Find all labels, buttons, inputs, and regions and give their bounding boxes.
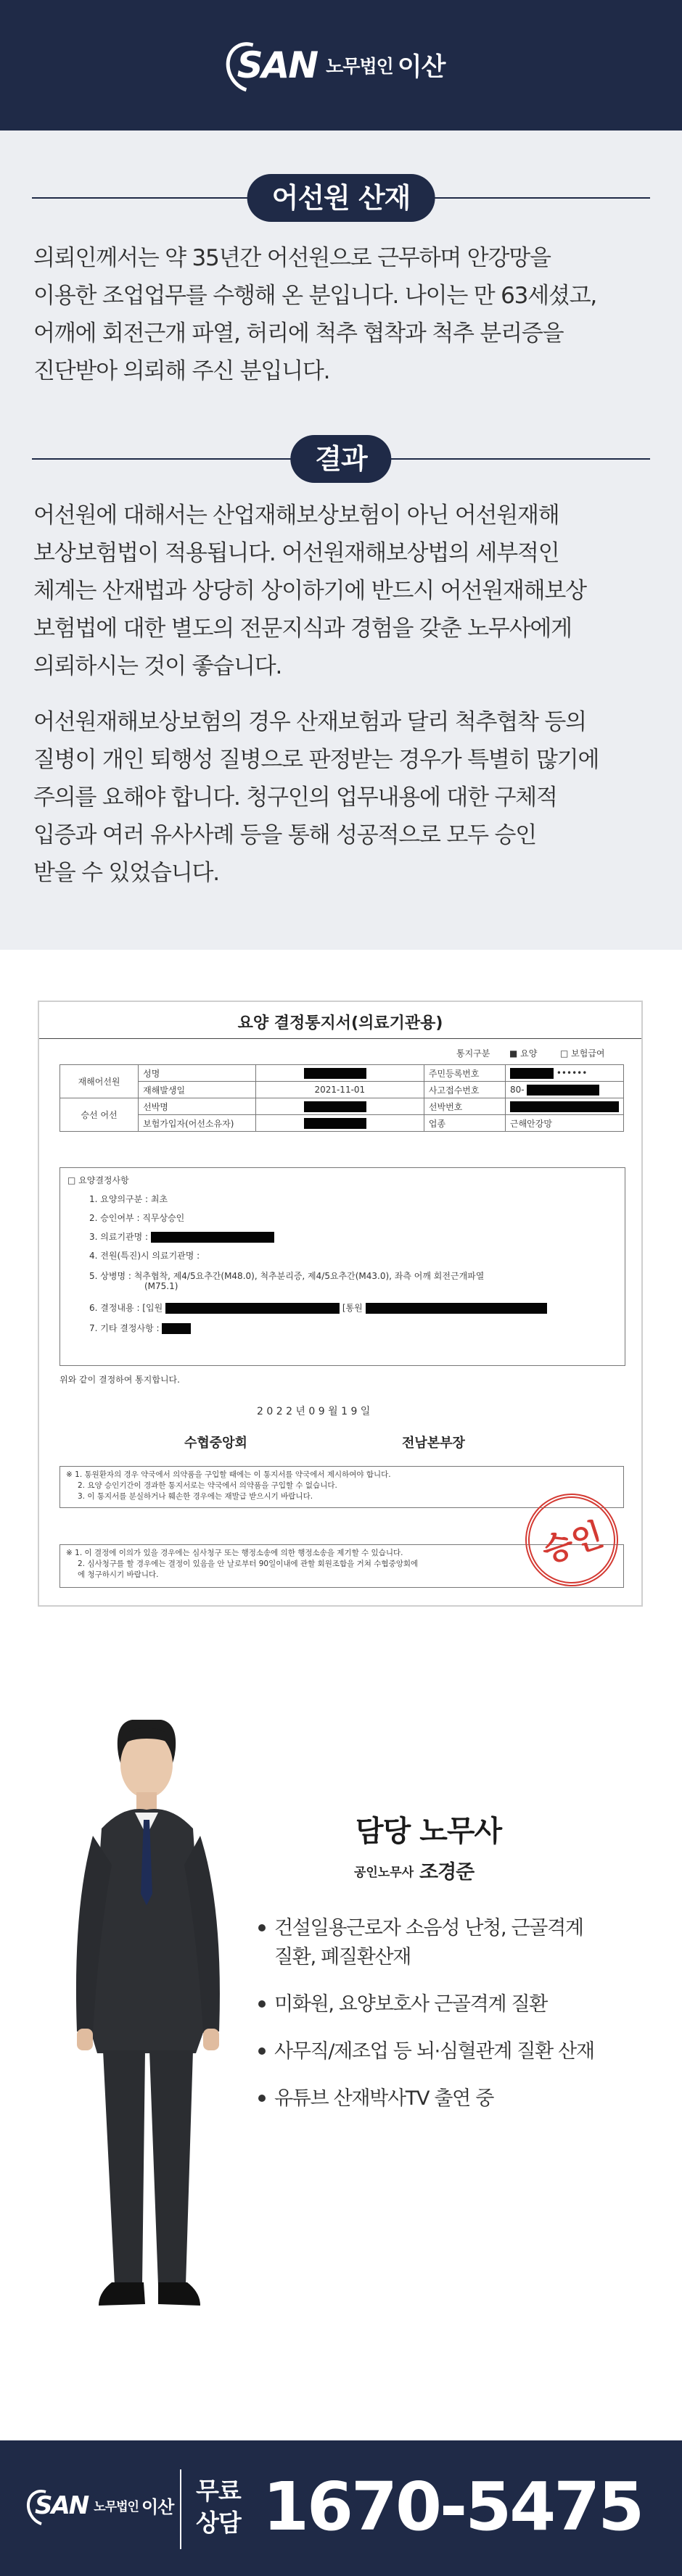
table-group-label: 승선 어선 xyxy=(60,1098,139,1132)
table-label: 주민등록번호 xyxy=(424,1065,505,1082)
table-label: 성명 xyxy=(139,1065,256,1082)
case-line: 의뢰인께서는 약 35년간 어선원으로 근무하며 안강망을 xyxy=(33,245,551,271)
list-item xyxy=(258,2037,665,2066)
table-row xyxy=(60,1082,624,1098)
result-line: 어선원에 대해서는 산업재해보상보험이 아닌 어선원재해 xyxy=(33,502,559,529)
redaction-bar xyxy=(304,1101,366,1112)
case-heading-pill: 어선원 산재 xyxy=(247,174,435,222)
logo-sub-text: 노무법인 xyxy=(94,2500,139,2514)
result-line: 주의를 요해야 합니다. 청구인의 업무내용에 대한 구체적 xyxy=(33,784,557,811)
document-info-table xyxy=(59,1064,624,1132)
table-label: 선박명 xyxy=(139,1098,256,1115)
profile-role: 공인노무사 xyxy=(354,1865,414,1880)
approval-document xyxy=(38,1001,643,1607)
list-item-text: 건설일용근로자 소음성 난청, 근골격계 xyxy=(274,1917,583,1939)
table-value: •••••• xyxy=(506,1065,624,1082)
list-item xyxy=(258,1990,665,2019)
result-heading xyxy=(32,435,650,483)
decision-heading: □ 요양결정사항 xyxy=(67,1175,129,1185)
check-care: ■ 요양 xyxy=(509,1048,538,1059)
result-paragraph-1 xyxy=(33,497,652,685)
list-item-text: 유튜브 산재박사TV 출연 중 xyxy=(274,2087,494,2110)
result-line: 체계는 산재법과 상당히 상이하기에 반드시 어선원재해보상 xyxy=(33,578,586,604)
result-line: 보험법에 대한 별도의 전문지식과 경험을 갖춘 노무사에게 xyxy=(33,616,572,642)
note-line: ※ 1. 이 결정에 이의가 있을 경우에는 심사청구 또는 행정소송에 의한 행정소송을 제기할 수 있습니다. xyxy=(66,1549,403,1557)
profile-title: 담당 노무사 xyxy=(356,1815,502,1848)
decision-item: (M75.1) xyxy=(144,1281,178,1291)
decision-item: 1. 요양의구분 : 최초 xyxy=(89,1194,168,1204)
case-heading xyxy=(32,174,650,222)
table-value xyxy=(255,1065,424,1082)
case-line: 이용한 조업업무를 수행해 온 분입니다. 나이는 만 63세셨고, xyxy=(33,283,597,309)
note-line: 2. 요양 승인기간이 경과한 통지서로는 약국에서 의약품을 구입할 수 없습니다. xyxy=(78,1481,337,1490)
decision-item: 6. 결정내용 : [입원 [통원 xyxy=(89,1301,547,1314)
notice-type-label: 통지구분 xyxy=(456,1048,490,1059)
table-row xyxy=(60,1065,624,1082)
document-title: 요양 결정통지서(의료기관용) xyxy=(237,1014,443,1032)
document-date: 2 0 2 2 년 0 9 월 1 9 일 xyxy=(257,1406,371,1417)
document-closing: 위와 같이 결정하여 통지합니다. xyxy=(59,1375,180,1385)
footer xyxy=(0,2440,682,2576)
logo-mark-text: SAN xyxy=(35,2490,89,2520)
redaction-bar xyxy=(304,1118,366,1129)
logo[interactable] xyxy=(237,44,445,86)
consult-line: 무료 xyxy=(196,2477,241,2505)
table-label: 사고접수번호 xyxy=(424,1082,505,1098)
redaction-bar xyxy=(366,1303,547,1314)
consult-line: 상담 xyxy=(196,2509,241,2537)
check-supplement: □ 보험급여 xyxy=(560,1048,605,1059)
table-value xyxy=(255,1098,424,1115)
result-line: 어선원재해보상보험의 경우 산재보험과 달리 척추협착 등의 xyxy=(33,709,586,735)
table-label: 재해발생일 xyxy=(139,1082,256,1098)
logo-mark-text: SAN xyxy=(237,44,318,86)
career-list xyxy=(258,1914,665,2132)
note-line: 에 청구하시기 바랍니다. xyxy=(78,1570,159,1579)
case-description xyxy=(33,239,652,390)
profile-name: 조경준 xyxy=(419,1861,474,1884)
redaction-bar xyxy=(151,1232,274,1243)
table-value xyxy=(506,1098,624,1115)
case-section xyxy=(0,131,682,950)
decision-box xyxy=(59,1167,625,1366)
free-consult-label xyxy=(196,2475,241,2539)
lawyer-photo xyxy=(51,1720,254,2314)
list-item-text: 질환, 폐질환산재 xyxy=(274,1946,411,1968)
table-label: 업종 xyxy=(424,1115,505,1132)
result-line: 질병이 개인 퇴행성 질병으로 판정받는 경우가 특별히 많기에 xyxy=(33,747,599,773)
note-line: 2. 심사청구를 할 경우에는 결정이 있음을 안 날로부터 90일이내에 관할 회원조합을 거쳐 수협중앙회에 xyxy=(78,1560,419,1568)
table-group-label: 재해어선원 xyxy=(60,1065,139,1098)
result-heading-pill: 결과 xyxy=(290,435,391,483)
list-item xyxy=(258,1914,665,1972)
list-item-text: 미화원, 요양보호사 근골격계 질환 xyxy=(274,1993,548,2016)
redaction-bar xyxy=(162,1323,191,1334)
result-line: 입증과 여러 유사사례 등을 통해 성공적으로 모두 승인 xyxy=(33,822,536,848)
table-value: 80- xyxy=(506,1082,624,1098)
top-header xyxy=(0,0,682,131)
case-line: 어깨에 회전근개 파열, 허리에 척추 협착과 척추 분리증을 xyxy=(33,320,564,347)
table-value: 2021-11-01 xyxy=(255,1082,424,1098)
note-line: 3. 이 통지서를 분실하거나 훼손한 경우에는 재발급 받으시기 바랍니다. xyxy=(78,1492,313,1501)
decision-item: 4. 전원(특진)시 의료기관명 : xyxy=(89,1251,200,1261)
approval-stamp: 승인 xyxy=(513,1481,630,1598)
redaction-bar xyxy=(165,1303,340,1314)
table-row xyxy=(60,1115,624,1132)
decision-item: 3. 의료기관명 : xyxy=(89,1230,274,1243)
decision-item: 5. 상병명 : 척추협착, 제4/5요추간(M48.0), 척추분리증, 제4/5요추간(M43.0), 좌측 어깨 회전근개파열 xyxy=(89,1271,485,1281)
document-notes-1 xyxy=(59,1466,624,1508)
table-label: 선박번호 xyxy=(424,1098,505,1115)
result-line: 보상보험법이 적용됩니다. 어선원재해보상법의 세부적인 xyxy=(33,540,559,566)
decision-item: 7. 기타 결정사항 : xyxy=(89,1322,191,1334)
document-org: 수협중앙회 xyxy=(184,1436,247,1451)
document-branch: 전남본부장 xyxy=(402,1436,465,1451)
result-paragraph-2 xyxy=(33,703,652,892)
logo-name-text: 이산 xyxy=(141,2497,174,2517)
decision-item: 2. 승인여부 : 직무상승인 xyxy=(89,1213,185,1223)
case-line: 진단받아 의뢰해 주신 분입니다. xyxy=(33,358,330,384)
redaction-bar xyxy=(304,1068,366,1079)
redaction-bar xyxy=(510,1101,619,1112)
result-line: 의뢰하시는 것이 좋습니다. xyxy=(33,653,282,679)
table-value: 근해안강망 xyxy=(506,1115,624,1132)
redaction-bar xyxy=(527,1085,599,1096)
phone-number[interactable]: 1670-5475 xyxy=(263,2468,643,2546)
footer-logo[interactable] xyxy=(35,2490,174,2520)
footer-divider xyxy=(180,2469,181,2549)
list-item-text: 사무직/제조업 등 뇌·심혈관계 질환 산재 xyxy=(274,2040,594,2063)
table-value xyxy=(255,1115,424,1132)
table-row xyxy=(60,1098,624,1115)
table-label: 보험가입자(어선소유자) xyxy=(139,1115,256,1132)
note-line: ※ 1. 통원환자의 경우 약국에서 의약품을 구입할 때에는 이 통지서를 약국에서 제시하여야 합니다. xyxy=(66,1470,391,1479)
redaction-bar xyxy=(510,1068,554,1079)
logo-name-text: 이산 xyxy=(397,53,445,82)
document-title-rule xyxy=(39,1038,641,1039)
result-line: 받을 수 있었습니다. xyxy=(33,860,219,886)
list-item xyxy=(258,2084,665,2113)
logo-sub-text: 노무법인 xyxy=(326,56,393,77)
